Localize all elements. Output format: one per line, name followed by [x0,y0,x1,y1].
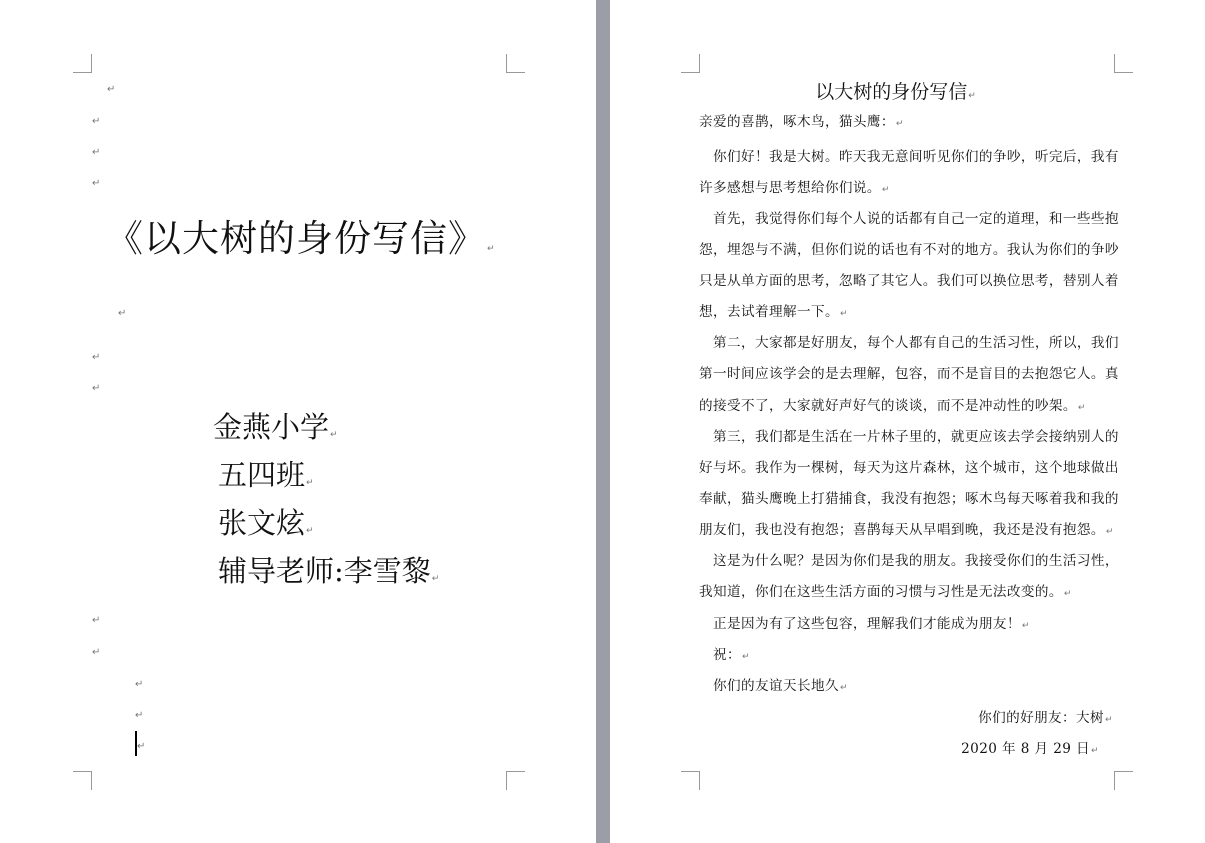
paragraph-mark: ↵ [92,116,101,127]
cover-teacher: 辅导老师:李雪黎↵ [218,554,440,588]
margin-corner-top-right [1114,54,1133,73]
margin-corner-top-left [73,54,92,73]
margin-corner-bottom-right [1114,771,1133,790]
letter-line: 奉献，猫头鹰晚上打猎捕食，我没有抱怨；啄木鸟每天啄着我和我的 [699,491,1119,507]
margin-corner-top-right [506,54,525,73]
text-cursor[interactable] [135,731,137,756]
letter-line: 朋友们，我也没有抱怨；喜鹊每天从早唱到晚，我还是没有抱怨。↵ [699,522,1114,538]
letter-line: 你们好！我是大树。昨天我无意间听见你们的争吵，听完后，我有 [713,149,1119,165]
cover-page [0,0,596,843]
letter-line: 第三，我们都是生活在一片林子里的，就更应该去学会接纳别人的 [713,429,1119,445]
paragraph-mark: ↵ [92,178,101,189]
cover-school: 金燕小学↵ [213,410,338,444]
paragraph-mark: ↵ [118,308,127,319]
margin-corner-bottom-right [506,771,525,790]
letter-title: 以大树的身份写信↵ [815,81,976,103]
cover-title: 《以大树的身份写信》↵ [106,217,496,260]
margin-corner-bottom-left [73,771,92,790]
paragraph-mark: ↵ [92,647,101,658]
letter-line: 怨，埋怨与不满，但你们说的话也有不对的地方。我认为你们的争吵 [699,242,1119,258]
letter-line: 我知道，你们在这些生活方面的习惯与习性是无法改变的。↵ [699,584,1072,600]
letter-greeting: 亲爱的喜鹊，啄木鸟，猫头鹰：↵ [699,114,904,130]
letter-line: 许多感想与思考想给你们说。↵ [699,180,890,196]
letter-signature: 你们的好朋友：大树↵ [978,710,1113,726]
margin-corner-top-left [681,54,700,73]
letter-line: 好与坏。我作为一棵树，每天为这片森林，这个城市，这个地球做出 [699,460,1119,476]
letter-page [610,0,1205,843]
paragraph-mark: ↵ [107,84,116,95]
letter-line: 你们的友谊天长地久↵ [713,678,848,694]
letter-line: 的接受不了，大家就好声好气的谈谈，而不是冲动性的吵架。↵ [699,398,1086,414]
paragraph-mark: ↵ [135,679,144,690]
letter-line: 这是为什么呢？是因为你们是我的朋友。我接受你们的生活习性， [713,553,1119,569]
letter-line: 第二，大家都是好朋友，每个人都有自己的生活习性，所以，我们 [713,335,1119,351]
paragraph-mark: ↵ [92,352,101,363]
cover-student: 张文炫↵ [218,506,314,540]
margin-corner-bottom-left [681,771,700,790]
letter-line: 首先，我觉得你们每个人说的话都有自己一定的道理，和一些些抱 [713,211,1119,227]
paragraph-mark: ↵ [92,615,101,626]
letter-line: 第一时间应该学会的是去理解，包容，而不是盲目的去抱怨它人。真 [699,366,1119,382]
paragraph-mark: ↵ [137,741,146,752]
letter-line: 想，去试着理解一下。↵ [699,304,848,320]
letter-line: 只是从单方面的思考，忽略了其它人。我们可以换位思考，替别人着 [699,273,1119,289]
paragraph-mark: ↵ [92,147,101,158]
paragraph-mark: ↵ [92,383,101,394]
paragraph-mark: ↵ [135,710,144,721]
letter-date: 2020 年 8 月 29 日↵ [961,741,1099,757]
letter-line: 正是因为有了这些包容，理解我们才能成为朋友！↵ [713,616,1030,632]
letter-line: 祝：↵ [713,647,750,663]
cover-class: 五四班↵ [218,458,314,492]
